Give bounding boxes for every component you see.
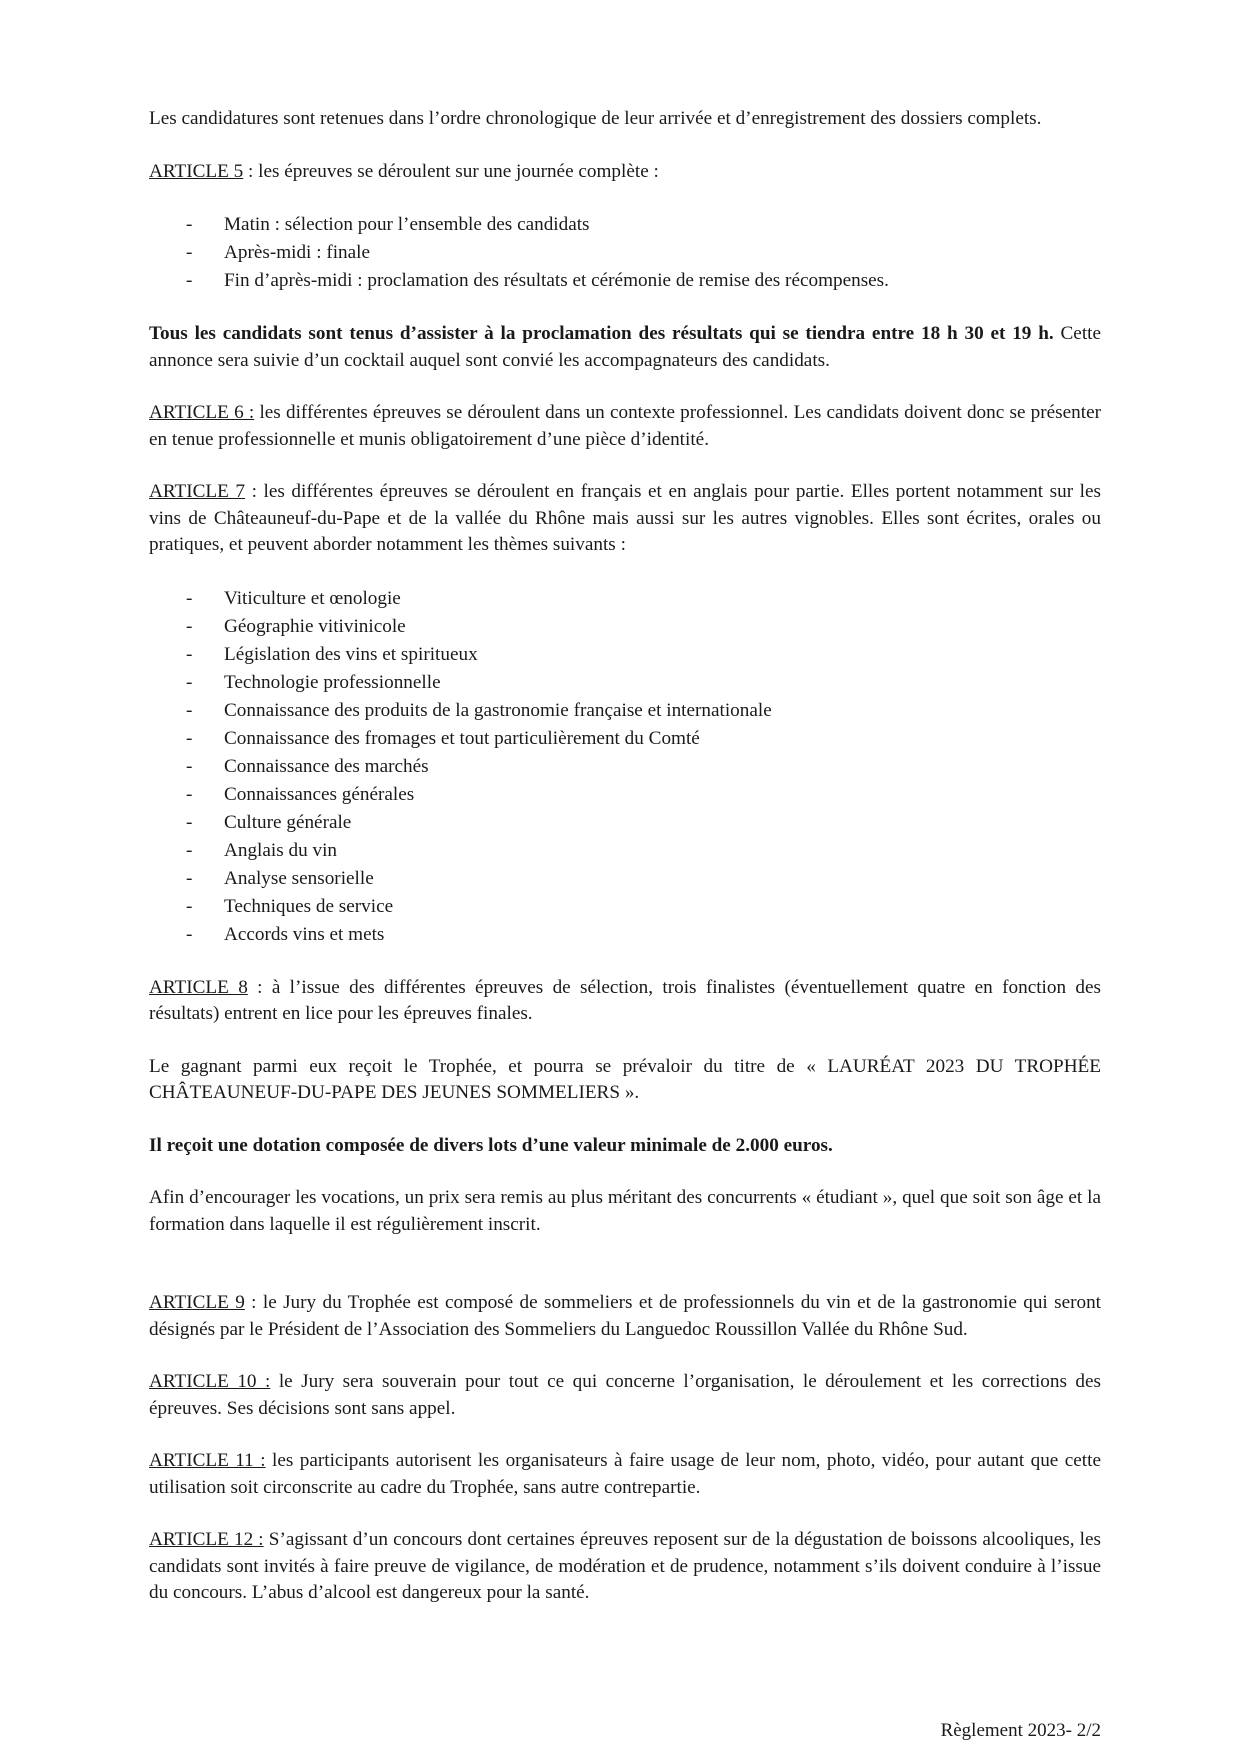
dash-bullet: - bbox=[186, 242, 193, 263]
document-body bbox=[149, 106, 1101, 1633]
list-item: - Viticulture et œnologie bbox=[149, 585, 1101, 613]
article-8-label: ARTICLE 8 bbox=[149, 976, 248, 998]
article-7-text: : les différentes épreuves se déroulent en français et en anglais pour partie. Elles portent notamment sur les vins de Châteauneuf-du-Pape et de la vallée du Rhône mais aussi sur les autres vignobles. Elles sont écrites, orales ou pratiques, et peuvent aborder notamment les thèmes suivants : bbox=[149, 481, 1101, 555]
article-10-label: ARTICLE 10 : bbox=[149, 1371, 271, 1392]
list-item: - Connaissance des marchés bbox=[149, 753, 1101, 781]
article-5 bbox=[149, 159, 1101, 186]
article-6 bbox=[149, 400, 1101, 453]
article-9 bbox=[149, 1290, 1101, 1343]
themes-list bbox=[149, 585, 1101, 949]
dash-bullet: - bbox=[186, 839, 193, 861]
article-6-text: les différentes épreuves se déroulent dans un contexte professionnel. Les candidats doivent donc se présenter en tenue professionnelle et munis obligatoirement d’une pièce d’identité. bbox=[149, 402, 1101, 450]
intro-paragraph: Les candidatures sont retenues dans l’ordre chronologique de leur arrivée et d’enregistrement des dossiers complets. bbox=[149, 108, 1042, 129]
schedule-list bbox=[149, 211, 1101, 295]
list-item: - Techniques de service bbox=[149, 893, 1101, 921]
list-item: - Législation des vins et spiritueux bbox=[149, 641, 1101, 669]
list-item: - Culture générale bbox=[149, 809, 1101, 837]
article-9-label: ARTICLE 9 bbox=[149, 1292, 245, 1313]
dash-bullet: - bbox=[186, 727, 193, 749]
list-item: - Anglais du vin bbox=[149, 837, 1101, 865]
dash-bullet: - bbox=[186, 615, 193, 637]
list-item: - Géographie vitivinicole bbox=[149, 613, 1101, 641]
dash-bullet: - bbox=[186, 643, 193, 665]
student-prize-paragraph: Afin d’encourager les vocations, un prix sera remis au plus méritant des concurrents « étudiant », quel que soit son âge et la formation dans laquelle il est régulièrement inscrit. bbox=[149, 1187, 1101, 1235]
list-item: - Accords vins et mets bbox=[149, 921, 1101, 949]
dash-bullet: - bbox=[186, 671, 193, 693]
list-item: - Connaissance des produits de la gastronomie française et internationale bbox=[149, 697, 1101, 725]
article-12 bbox=[149, 1527, 1101, 1607]
article-8-text: : à l’issue des différentes épreuves de sélection, trois finalistes (éventuellement quatre en fonction des résultats) entrent en lice pour les épreuves finales. bbox=[149, 976, 1101, 1024]
article-8 bbox=[149, 975, 1101, 1028]
article-12-text: S’agissant d’un concours dont certaines épreuves reposent sur de la dégustation de boissons alcooliques, les candidats sont invités à faire preuve de vigilance, de modération et de prudence, notamment s’ils doivent conduire à l’issue du concours. L’abus d’alcool est dangereux pour la santé. bbox=[149, 1529, 1101, 1603]
spacer bbox=[149, 1264, 1101, 1290]
article-10-text: le Jury sera souverain pour tout ce qui concerne l’organisation, le déroulement et les corrections des épreuves. Ses décisions sont sans appel. bbox=[149, 1371, 1101, 1419]
list-item: - Matin : sélection pour l’ensemble des candidats bbox=[149, 211, 1101, 239]
article-9-text: : le Jury du Trophée est composé de sommeliers et de professionnels du vin et de la gastronomie qui seront désignés par le Président de l’Association des Sommeliers du Languedoc Roussillon Vallée du Rhône Sud. bbox=[149, 1292, 1101, 1340]
article-11 bbox=[149, 1448, 1101, 1501]
dash-bullet: - bbox=[186, 699, 193, 721]
proclamation-bold: Tous les candidats sont tenus d’assister à la proclamation des résultats qui se tiendra entre 18 h 30 et 19 h. bbox=[149, 323, 1054, 344]
article-7-label: ARTICLE 7 bbox=[149, 481, 246, 502]
list-item: - Connaissance des fromages et tout particulièrement du Comté bbox=[149, 725, 1101, 753]
dash-bullet: - bbox=[186, 587, 193, 609]
list-item: - Technologie professionnelle bbox=[149, 669, 1101, 697]
prize-paragraph bbox=[149, 1133, 1101, 1160]
list-item: - Fin d’après-midi : proclamation des résultats et cérémonie de remise des récompenses. bbox=[149, 267, 1101, 295]
article-7 bbox=[149, 479, 1101, 559]
dash-bullet: - bbox=[186, 923, 193, 945]
list-item: - Analyse sensorielle bbox=[149, 865, 1101, 893]
article-5-text: : les épreuves se déroulent sur une journée complète : bbox=[243, 160, 659, 182]
article-5-label: ARTICLE 5 bbox=[149, 160, 244, 182]
page-footer: Règlement 2023- 2/2 bbox=[940, 1720, 1101, 1741]
dash-bullet: - bbox=[186, 867, 193, 889]
dash-bullet: - bbox=[186, 895, 193, 917]
dash-bullet: - bbox=[186, 811, 193, 833]
dash-bullet: - bbox=[186, 783, 193, 805]
dash-bullet: - bbox=[186, 214, 193, 235]
dash-bullet: - bbox=[186, 755, 193, 777]
article-11-label: ARTICLE 11 : bbox=[149, 1450, 266, 1471]
article-12-label: ARTICLE 12 : bbox=[149, 1529, 264, 1550]
proclamation-rest: Cette annonce sera suivie d’un cocktail auquel sont convié les accompagnateurs des candidats. bbox=[149, 323, 1101, 371]
list-item: - Après-midi : finale bbox=[149, 239, 1101, 267]
dash-bullet: - bbox=[186, 270, 193, 291]
article-10 bbox=[149, 1369, 1101, 1422]
proclamation-notice bbox=[149, 321, 1101, 374]
article-6-label: ARTICLE 6 : bbox=[149, 402, 255, 423]
list-item: - Connaissances générales bbox=[149, 781, 1101, 809]
winner-paragraph: Le gagnant parmi eux reçoit le Trophée, et pourra se prévaloir du titre de « LAURÉAT 2023 DU TROPHÉE CHÂTEAUNEUF-DU-PAPE DES JEUNES SOMMELIERS ». bbox=[149, 1055, 1101, 1103]
article-11-text: les participants autorisent les organisateurs à faire usage de leur nom, photo, vidéo, pour autant que cette utilisation soit circonscrite au cadre du Trophée, sans autre contrepartie. bbox=[149, 1450, 1101, 1498]
prize-bold: Il reçoit une dotation composée de divers lots d’une valeur minimale de 2.000 euros. bbox=[149, 1134, 833, 1156]
